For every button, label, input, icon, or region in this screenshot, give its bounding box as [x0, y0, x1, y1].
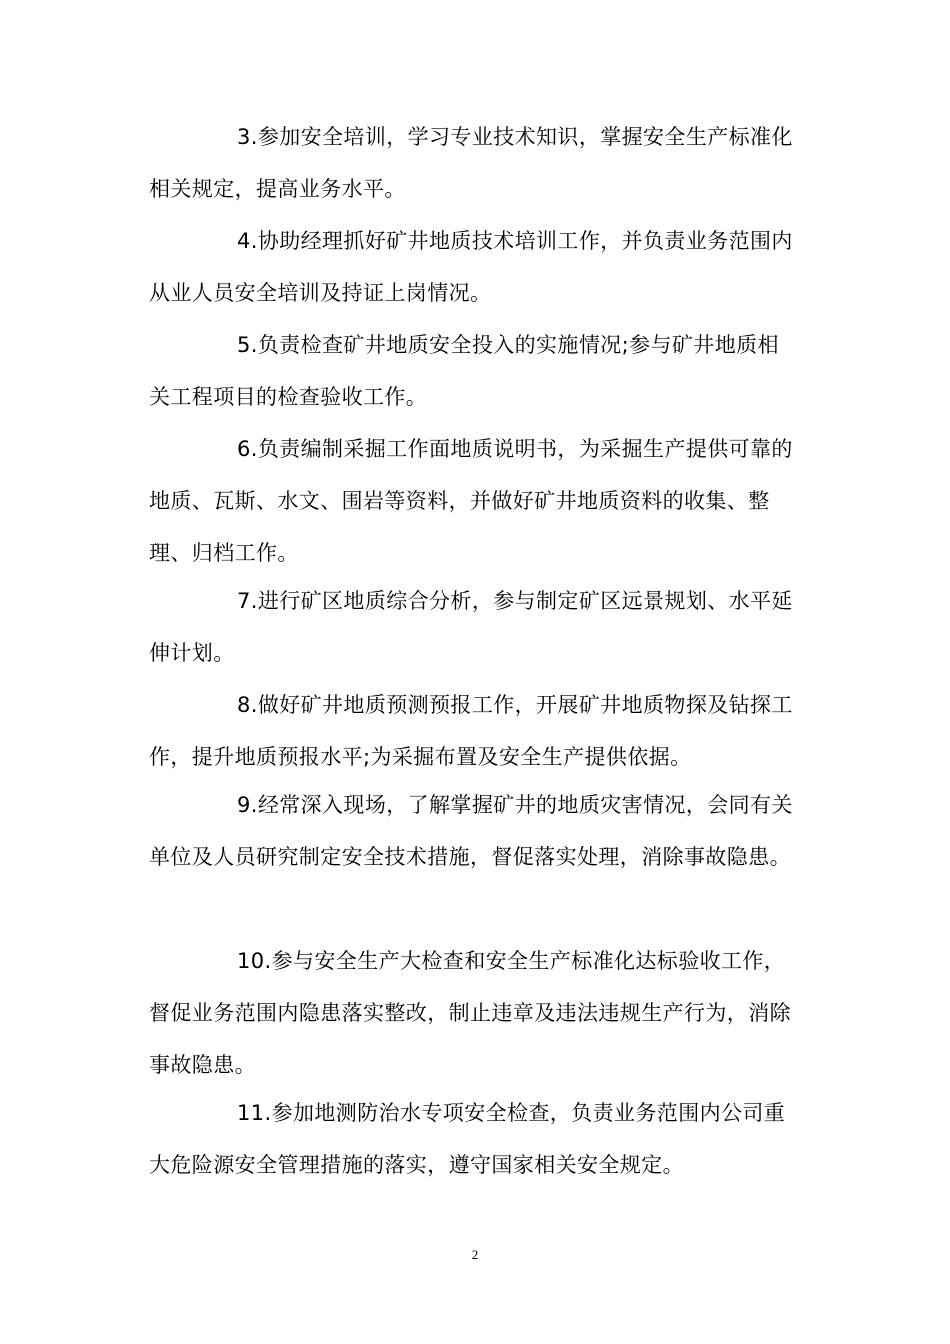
paragraph-item-5: 5.负责检查矿井地质安全投入的实施情况;参与矿井地质相关工程项目的检查验收工作。 [149, 333, 779, 409]
paragraph-item-9: 9.经常深入现场，了解掌握矿井的地质灾害情况，会同有关单位及人员研究制定安全技术措施，督促落实处理，消除事故隐患。 [149, 793, 793, 869]
paragraph-item-10: 10.参与安全生产大检查和安全生产标准化达标验收工作，督促业务范围内隐患落实整改，制止违章及违法违规生产行为，消除事故隐患。 [149, 949, 791, 1077]
paragraph-item-11: 11.参加地测防治水专项安全检查，负责业务范围内公司重大危险源安全管理措施的落实，遵守国家相关安全规定。 [149, 1101, 786, 1177]
paragraph-item-8: 8.做好矿井地质预测预报工作，开展矿井地质物探及钻探工作，提升地质预报水平;为采掘布置及安全生产提供依据。 [149, 693, 793, 769]
paragraph-item-4: 4.协助经理抓好矿井地质技术培训工作，并负责业务范围内从业人员安全培训及持证上岗情况。 [149, 229, 793, 305]
page-number: 2 [471, 1247, 479, 1262]
paragraph-item-7: 7.进行矿区地质综合分析，参与制定矿区远景规划、水平延伸计划。 [149, 589, 793, 665]
paragraph-item-6: 6.负责编制采掘工作面地质说明书，为采掘生产提供可靠的地质、瓦斯、水文、围岩等资料，并做好矿井地质资料的收集、整理、归档工作。 [149, 437, 793, 565]
paragraph-item-3: 3.参加安全培训，学习专业技术知识，掌握安全生产标准化相关规定，提高业务水平。 [149, 125, 793, 201]
